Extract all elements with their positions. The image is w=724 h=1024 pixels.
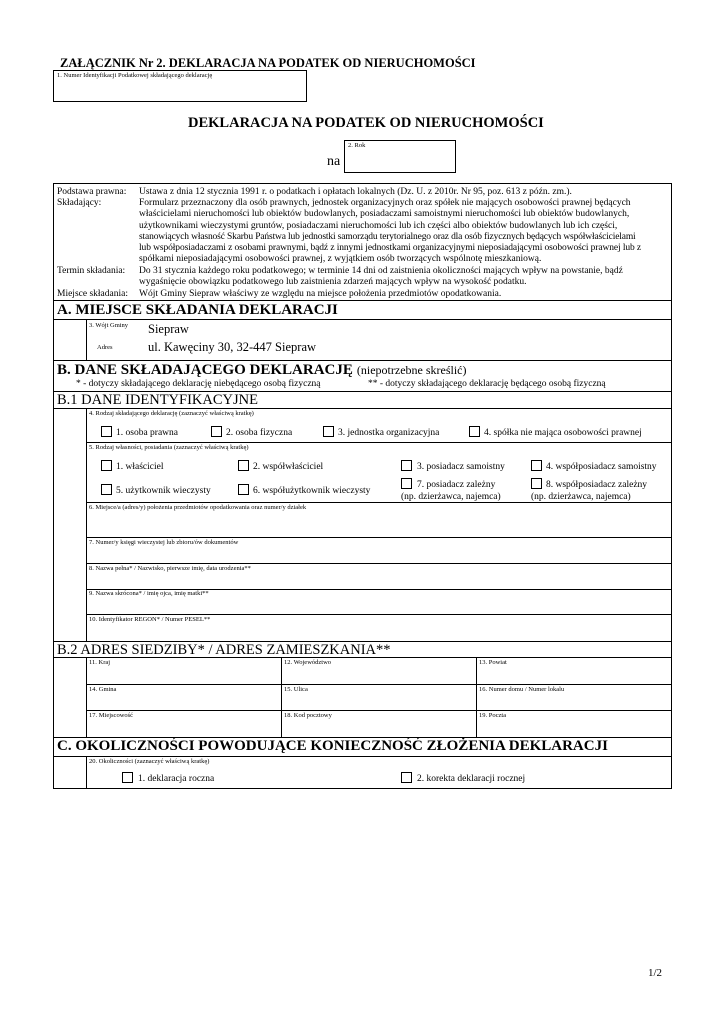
- field12-label[interactable]: 12. Województwo: [284, 659, 332, 666]
- footnote-legal-entity: * - dotyczy składającego deklarację niebędącego osobą fizyczną: [76, 379, 321, 389]
- field10-label[interactable]: 10. Identyfikator REGON* / Numer PESEL**: [89, 616, 211, 623]
- divider: [476, 657, 477, 737]
- section-b-heading: [57, 361, 467, 379]
- checkbox-co-owner[interactable]: [238, 460, 249, 471]
- checkbox-natural-person[interactable]: [211, 426, 222, 437]
- divider: [86, 614, 672, 615]
- divider: [86, 442, 672, 443]
- field7-label[interactable]: 7. Numer/y księgi wieczystej lub zbioru/ów dokumentów: [89, 539, 239, 546]
- filers-line: Formularz przeznaczony dla osób prawnych, jednostek organizacyjnych oraz spółek nie mających osobowości prawnej będących: [139, 198, 631, 208]
- filers-line: użytkownikami wieczystymi gruntów, posiadaczami nieruchomości lub ich części albo obiektów budowlanych lub ich części,: [139, 220, 618, 231]
- checkbox-co-independent-holder[interactable]: [531, 460, 542, 471]
- option-legal-person: 1. osoba prawna: [116, 428, 178, 438]
- field9-label[interactable]: 9. Nazwa skrócona* / imię ojca, imię matki**: [89, 590, 209, 597]
- option-co-independent-holder: 4. współposiadacz samoistny: [546, 462, 657, 472]
- form-title: DEKLARACJA NA PODATEK OD NIERUCHOMOŚCI: [188, 115, 544, 131]
- deadline-line: wygaśnięcie obowiązku podatkowego lub zaistnienia zdarzeń mających wpływ na wysokość podatku.: [139, 277, 527, 288]
- divider: [53, 756, 672, 757]
- address-value[interactable]: ul. Kawęciny 30, 32-447 Siepraw: [148, 340, 317, 354]
- divider: [86, 684, 672, 685]
- legal-basis-label: Podstawa prawna:: [57, 187, 127, 197]
- checkbox-independent-holder[interactable]: [401, 460, 412, 471]
- place-label: Miejsce składania:: [57, 289, 128, 299]
- deadline-label: Termin składania:: [57, 266, 126, 276]
- field3-value[interactable]: Siepraw: [148, 322, 189, 336]
- divider: [86, 319, 87, 360]
- checkbox-organizational-unit[interactable]: [323, 426, 334, 437]
- checkbox-perpetual-user[interactable]: [101, 484, 112, 495]
- option-perpetual-user: 5. użytkownik wieczysty: [116, 486, 211, 496]
- field14-label[interactable]: 14. Gmina: [89, 686, 117, 693]
- divider: [53, 300, 672, 301]
- field13-label[interactable]: 13. Powiat: [479, 659, 507, 666]
- field4-label: 4. Rodzaj składającego deklarację (zaznaczyć właściwą kratkę): [89, 410, 254, 417]
- option-co-dependent-holder: 8. współposiadacz zależny: [546, 480, 648, 490]
- option-co-dependent-holder-note: (np. dzierżawca, najemca): [531, 492, 631, 502]
- divider: [86, 756, 87, 789]
- attachment-title: ZAŁĄCZNIK Nr 2. DEKLARACJA NA PODATEK OD NIERUCHOMOŚCI: [60, 56, 476, 70]
- field3-label: 3. Wójt Gminy: [89, 322, 129, 329]
- field15-label[interactable]: 15. Ulica: [284, 686, 308, 693]
- footnote-natural-person: ** - dotyczy składającego deklarację będącego osobą fizyczną: [368, 379, 606, 389]
- filers-line: właścicielami nieruchomości lub obiektów budowlanych, posiadaczami samoistnymi nieruchomości lub obiektów budowlanych,: [139, 209, 630, 220]
- field6-label[interactable]: 6. Miejsce/a (adres/y) położenia przedmiotów opodatkowania oraz numer/y działek: [89, 504, 307, 511]
- field8-label[interactable]: 8. Nazwa pełna* / Nazwisko, pierwsze imię, data urodzenia**: [89, 565, 251, 572]
- field19-label[interactable]: 19. Poczta: [479, 712, 507, 719]
- section-b1-title: B.1 DANE IDENTYFIKACYJNE: [57, 392, 258, 408]
- divider: [86, 502, 672, 503]
- divider: [86, 537, 672, 538]
- option-natural-person: 2. osoba fizyczna: [226, 428, 293, 438]
- field16-label[interactable]: 16. Numer domu / Numer lokalu: [479, 686, 565, 693]
- checkbox-owner[interactable]: [101, 460, 112, 471]
- field5-label: 5. Rodzaj własności, posiadania (zaznaczyć właściwą kratkę): [89, 444, 249, 451]
- filers-line: lub współposiadaczami z osobami prawnymi, bądź z innymi jednostkami organizacyjnymi nieposiadającymi osobowości prawnej lub z: [139, 243, 642, 254]
- legal-basis-text: Ustawa z dnia 12 stycznia 1991 r. o podatkach i opłatach lokalnych (Dz. U. z 2010r. Nr 95, poz. 613 z późn. zm.).: [139, 187, 572, 197]
- option-dependent-holder-note: (np. dzierżawca, najemca): [401, 492, 501, 502]
- divider: [86, 710, 672, 711]
- checkbox-co-dependent-holder[interactable]: [531, 478, 542, 489]
- field11-label[interactable]: 11. Kraj: [89, 659, 111, 666]
- page-number: 1/2: [648, 967, 663, 979]
- year-field-label: 2. Rok: [348, 142, 366, 149]
- divider: [53, 408, 672, 409]
- option-partnership: 4. spółka nie mająca osobowości prawnej: [484, 428, 642, 438]
- field17-label[interactable]: 17. Miejscowość: [89, 712, 134, 719]
- divider: [86, 563, 672, 564]
- checkbox-declaration-correction[interactable]: [401, 772, 412, 783]
- option-independent-holder: 3. posiadacz samoistny: [417, 462, 505, 472]
- option-dependent-holder: 7. posiadacz zależny: [417, 480, 496, 490]
- field20-label: 20. Okoliczności (zaznaczyć właściwą kratkę): [89, 758, 210, 765]
- checkbox-legal-person[interactable]: [101, 426, 112, 437]
- deadline-line: Do 31 stycznia każdego roku podatkowego; w terminie 14 dni od zaistnienia okoliczności mających wpływ na powstanie, bądź: [139, 266, 623, 276]
- checkbox-annual-declaration[interactable]: [122, 772, 133, 783]
- filers-line: stanowiących własność Skarbu Państwa lub jednostki samorządu terytorialnego oraz dla osób fizycznych będących współwłaścicielami: [139, 231, 636, 242]
- section-b2-title: B.2 ADRES SIEDZIBY* / ADRES ZAMIESZKANIA**: [57, 642, 391, 658]
- divider: [281, 657, 282, 737]
- divider: [53, 657, 672, 658]
- option-owner: 1. właściciel: [116, 462, 164, 472]
- nip-field[interactable]: [53, 70, 307, 102]
- divider: [86, 657, 87, 737]
- divider: [53, 319, 672, 320]
- place-text: Wójt Gminy Siepraw właściwy ze względu na miejsce położenia przedmiotów opodatkowania.: [139, 289, 502, 299]
- checkbox-partnership[interactable]: [469, 426, 480, 437]
- year-prefix: na: [327, 154, 341, 169]
- section-a-title: A. MIEJSCE SKŁADANIA DEKLARACJI: [57, 302, 338, 318]
- year-field[interactable]: [344, 140, 456, 173]
- section-b-note: (niepotrzebne skreślić): [356, 363, 467, 377]
- filers-label: Składający:: [57, 198, 102, 208]
- field18-label[interactable]: 18. Kod pocztowy: [284, 712, 332, 719]
- address-label: Adres: [97, 344, 113, 351]
- checkbox-co-perpetual-user[interactable]: [238, 484, 249, 495]
- section-c-title: C. OKOLICZNOŚCI POWODUJĄCE KONIECZNOŚĆ ZŁOŻENIA DEKLARACJI: [57, 738, 608, 754]
- option-organizational-unit: 3. jednostka organizacyjna: [338, 428, 440, 438]
- section-b-title: B. DANE SKŁADAJĄCEGO DEKLARACJĘ: [57, 362, 353, 378]
- filers-text: [139, 198, 669, 266]
- checkbox-dependent-holder[interactable]: [401, 478, 412, 489]
- filers-line: spółkami nieposiadającymi osobowości prawnej, z wyjątkiem osób tworzących wspólnotę mieszkaniową.: [139, 254, 542, 265]
- nip-field-label: 1. Numer Identyfikacji Podatkowej składającego deklarację: [57, 72, 213, 79]
- deadline-text: [139, 266, 623, 289]
- option-annual-declaration: 1. deklaracja roczna: [138, 774, 215, 784]
- option-co-perpetual-user: 6. współużytkownik wieczysty: [253, 486, 371, 496]
- option-declaration-correction: 2. korekta deklaracji rocznej: [417, 774, 526, 784]
- option-co-owner: 2. współwłaściciel: [253, 462, 324, 472]
